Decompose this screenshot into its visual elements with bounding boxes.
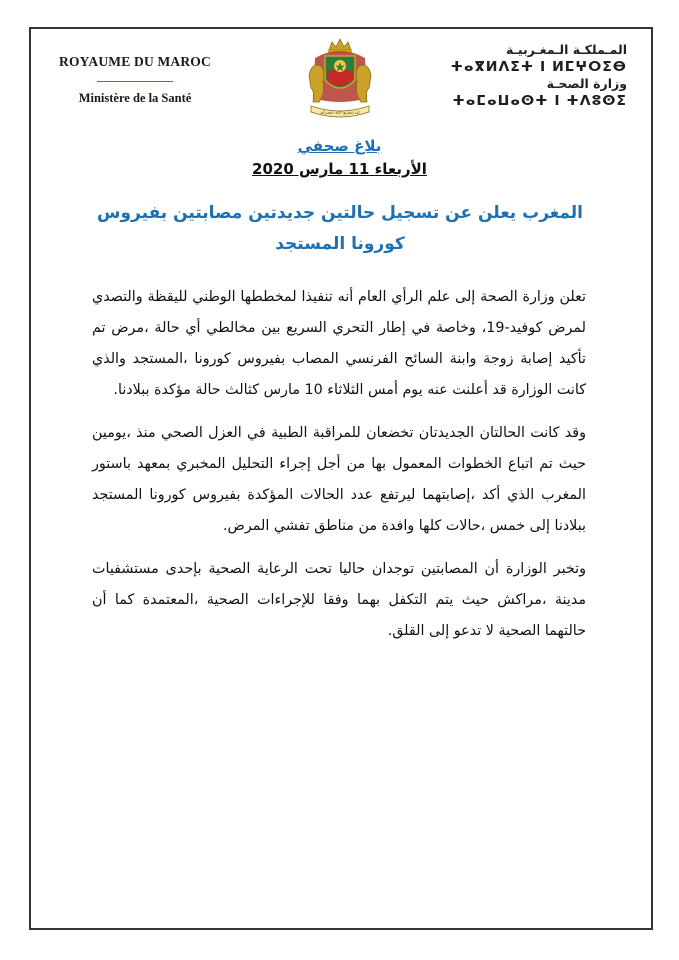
paragraph: وقد كانت الحالتان الجديدتان تخضعان للمراقبة الطبية في العزل الصحي منذ ،يومين حيث تم اتباع الخطوات المعمول بها من أجل إجراء التحليل المخبري بمعهد باستور المغرب الذي أكد ،إصابتهما ليرتفع عدد الحالات المؤكدة بفيروس كورونا المستجد ببلادنا إلى خمس ،حالات كلها وافدة من مناطق تفشي المرض. — [92, 425, 586, 534]
ministry-name-tifinagh: ⵜⴰⵎⴰⵡⴰⵙⵜ ⵏ ⵜⴷⵓⵙⵉ — [452, 93, 627, 109]
body-text — [92, 282, 586, 659]
country-name-fr: ROYAUME DU MAROC — [59, 54, 211, 69]
release-date: الأربعاء 11 مارس 2020 — [252, 160, 427, 178]
header-divider — [97, 81, 173, 82]
headline: المغرب يعلن عن تسجيل حالتين جديدتين مصابتين بفيروس كورونا المستجد — [97, 203, 583, 254]
emblem-motto: إن تنصروا الله ينصركم — [320, 109, 360, 115]
press-release-label: بلاغ صحفي — [297, 137, 382, 155]
ministry-name-ar: وزارة الصحـة — [546, 76, 627, 91]
header-right-block — [437, 42, 627, 110]
paragraph: وتخبر الوزارة أن المصابتين توجدان حاليا تحت الرعاية الصحية بإحدى مستشفيات مدينة ،مراكش حيث يتم التكفل بهما وفقا للإجراءات الصحية ،المعتمدة كما أن حالتهما الصحية لا تدعو إلى القلق. — [92, 561, 586, 639]
paragraph: تعلن وزارة الصحة إلى علم الرأي العام أنه تنفيذا لمخططها الوطني لليقظة والتصدي لمرض كوفيد-19، وخاصة في إطار التحري السريع بين مخالطي أي حالة ،مرض تم تأكيد إصابة زوجة وابنة السائح الفرنسي المصاب بفيروس كورونا ،المستجد والذي كانت الوزارة قد أعلنت عنه يوم أمس الثلاثاء 10 مارس كثالث حالة مؤكدة ببلادنا. — [92, 289, 586, 398]
country-name-ar: المـملكـة الـمغـربيـة — [506, 42, 627, 57]
header-left-block — [40, 54, 230, 106]
ministry-name-fr: Ministère de la Santé — [78, 91, 192, 105]
country-name-tifinagh: ⵜⴰⴳⵍⴷⵉⵜ ⵏ ⵍⵎⵖⵔⵉⴱ — [450, 59, 627, 75]
moroccan-coat-of-arms-icon — [305, 36, 375, 120]
